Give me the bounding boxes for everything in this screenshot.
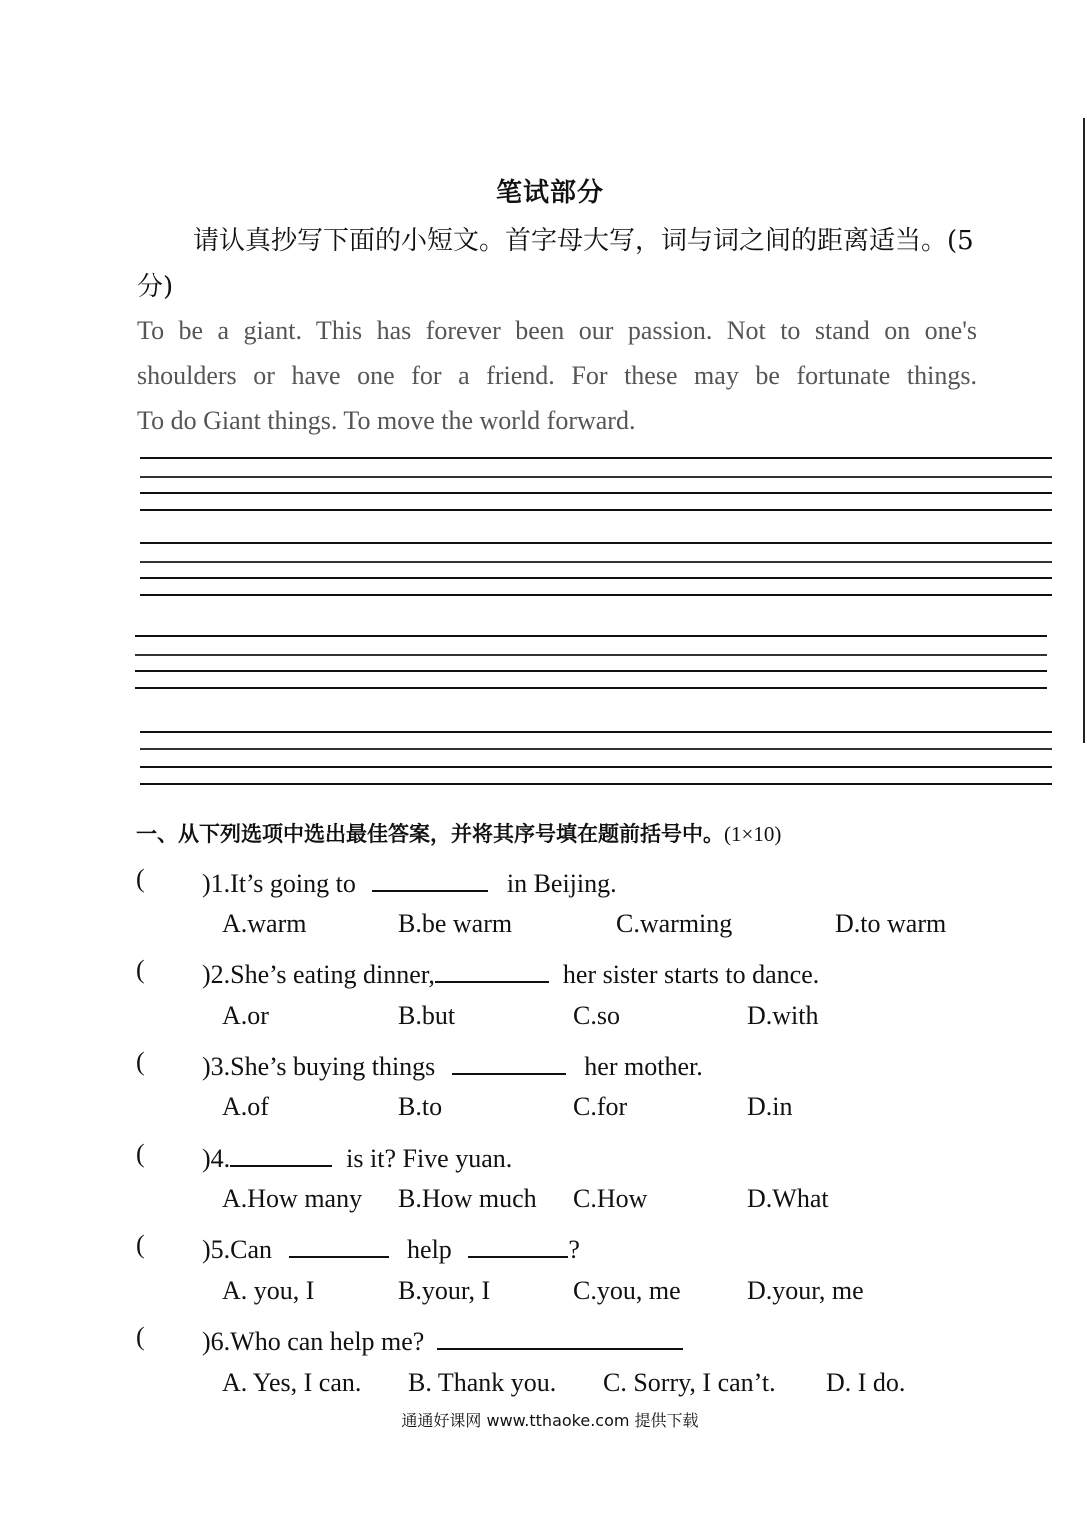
writing-line xyxy=(140,748,1052,750)
answer-blank[interactable] xyxy=(230,1139,332,1167)
writing-line xyxy=(135,670,1047,672)
option-b: B.but xyxy=(398,1001,456,1030)
option-a: A. Yes, I can. xyxy=(222,1368,362,1397)
copy-passage xyxy=(137,308,977,443)
passage-line-3: To do Giant things. To move the world forward. xyxy=(137,406,636,435)
question-stem: )3.She’s buying things xyxy=(202,1052,436,1081)
page-title: 笔试部分 xyxy=(495,178,604,208)
option-a: A.How many xyxy=(222,1184,363,1213)
option-d: D.to warm xyxy=(835,909,947,938)
answer-blank[interactable] xyxy=(452,1047,566,1075)
passage-line-1: To be a giant. This has forever been our passion. Not to stand on one's xyxy=(137,316,977,345)
option-c: C.you, me xyxy=(573,1276,681,1305)
answer-blank[interactable] xyxy=(437,1322,683,1350)
section-heading-text: 一、从下列选项中选出最佳答案，并将其序号填在题前括号中。 xyxy=(136,821,724,846)
writing-line xyxy=(140,509,1052,511)
writing-line xyxy=(140,457,1052,459)
answer-bracket[interactable]: ( xyxy=(136,864,145,893)
copy-instruction: 请认真抄写下面的小短文。首字母大写，词与词之间的距离适当。(5 分) xyxy=(137,226,974,302)
writing-line xyxy=(140,476,1052,478)
option-c: C.warming xyxy=(616,909,733,938)
answer-blank[interactable] xyxy=(435,955,549,983)
section-score: (1×10) xyxy=(724,822,782,846)
answer-bracket[interactable]: ( xyxy=(136,1139,145,1168)
answer-blank[interactable] xyxy=(372,864,488,892)
question-stem-end: is it? Five yuan. xyxy=(346,1144,513,1173)
question-stem: )2.She’s eating dinner, xyxy=(202,960,435,989)
option-c: C.How xyxy=(573,1184,648,1213)
option-d: D.in xyxy=(747,1092,793,1121)
writing-line xyxy=(135,654,1047,656)
section-heading xyxy=(136,818,1036,848)
page-edge-line xyxy=(1083,118,1085,743)
question-stem: )1.It’s going to xyxy=(202,869,356,898)
writing-line xyxy=(140,594,1052,596)
option-c: C.so xyxy=(573,1001,620,1030)
option-b: B. Thank you. xyxy=(408,1368,557,1397)
option-d: D.What xyxy=(747,1184,829,1213)
option-b: B.be warm xyxy=(398,909,513,938)
answer-bracket[interactable]: ( xyxy=(136,1047,145,1076)
writing-line xyxy=(140,492,1052,494)
answer-bracket[interactable]: ( xyxy=(136,1322,145,1351)
writing-line xyxy=(140,561,1052,563)
option-d: D. I do. xyxy=(826,1368,906,1397)
writing-line xyxy=(140,577,1052,579)
answer-bracket[interactable]: ( xyxy=(136,1230,145,1259)
question-stem-end: in Beijing. xyxy=(506,869,617,898)
page-footer: 通通好课网 www.tthaoke.com 提供下载 xyxy=(401,1411,699,1430)
option-b: B.to xyxy=(398,1092,443,1121)
option-b: B.your, I xyxy=(398,1276,491,1305)
option-a: A.of xyxy=(222,1092,269,1121)
question-stem-end: her sister starts to dance. xyxy=(562,960,820,989)
option-b: B.How much xyxy=(398,1184,537,1213)
writing-line xyxy=(140,766,1052,768)
writing-line xyxy=(140,731,1052,733)
option-d: D.your, me xyxy=(747,1276,864,1305)
option-a: A.warm xyxy=(222,909,307,938)
writing-line xyxy=(140,783,1052,785)
answer-blank[interactable] xyxy=(289,1230,389,1258)
passage-line-2: shoulders or have one for a friend. For these may be fortunate things. xyxy=(137,361,977,390)
question-stem-end: ? xyxy=(568,1235,580,1264)
question-stem: )5.Can xyxy=(202,1235,273,1264)
question-stem-end: her mother. xyxy=(584,1052,703,1081)
option-d: D.with xyxy=(747,1001,819,1030)
question-stem: )4. xyxy=(202,1144,231,1173)
question-stem-mid: help xyxy=(407,1235,452,1264)
writing-line xyxy=(140,542,1052,544)
question-stem: )6.Who can help me? xyxy=(202,1327,425,1356)
answer-bracket[interactable]: ( xyxy=(136,955,145,984)
option-a: A. you, I xyxy=(222,1276,315,1305)
answer-blank[interactable] xyxy=(468,1230,568,1258)
option-c: C.for xyxy=(573,1092,628,1121)
writing-line xyxy=(135,635,1047,637)
writing-line xyxy=(135,687,1047,689)
option-a: A.or xyxy=(222,1001,269,1030)
option-c: C. Sorry, I can’t. xyxy=(603,1368,776,1397)
